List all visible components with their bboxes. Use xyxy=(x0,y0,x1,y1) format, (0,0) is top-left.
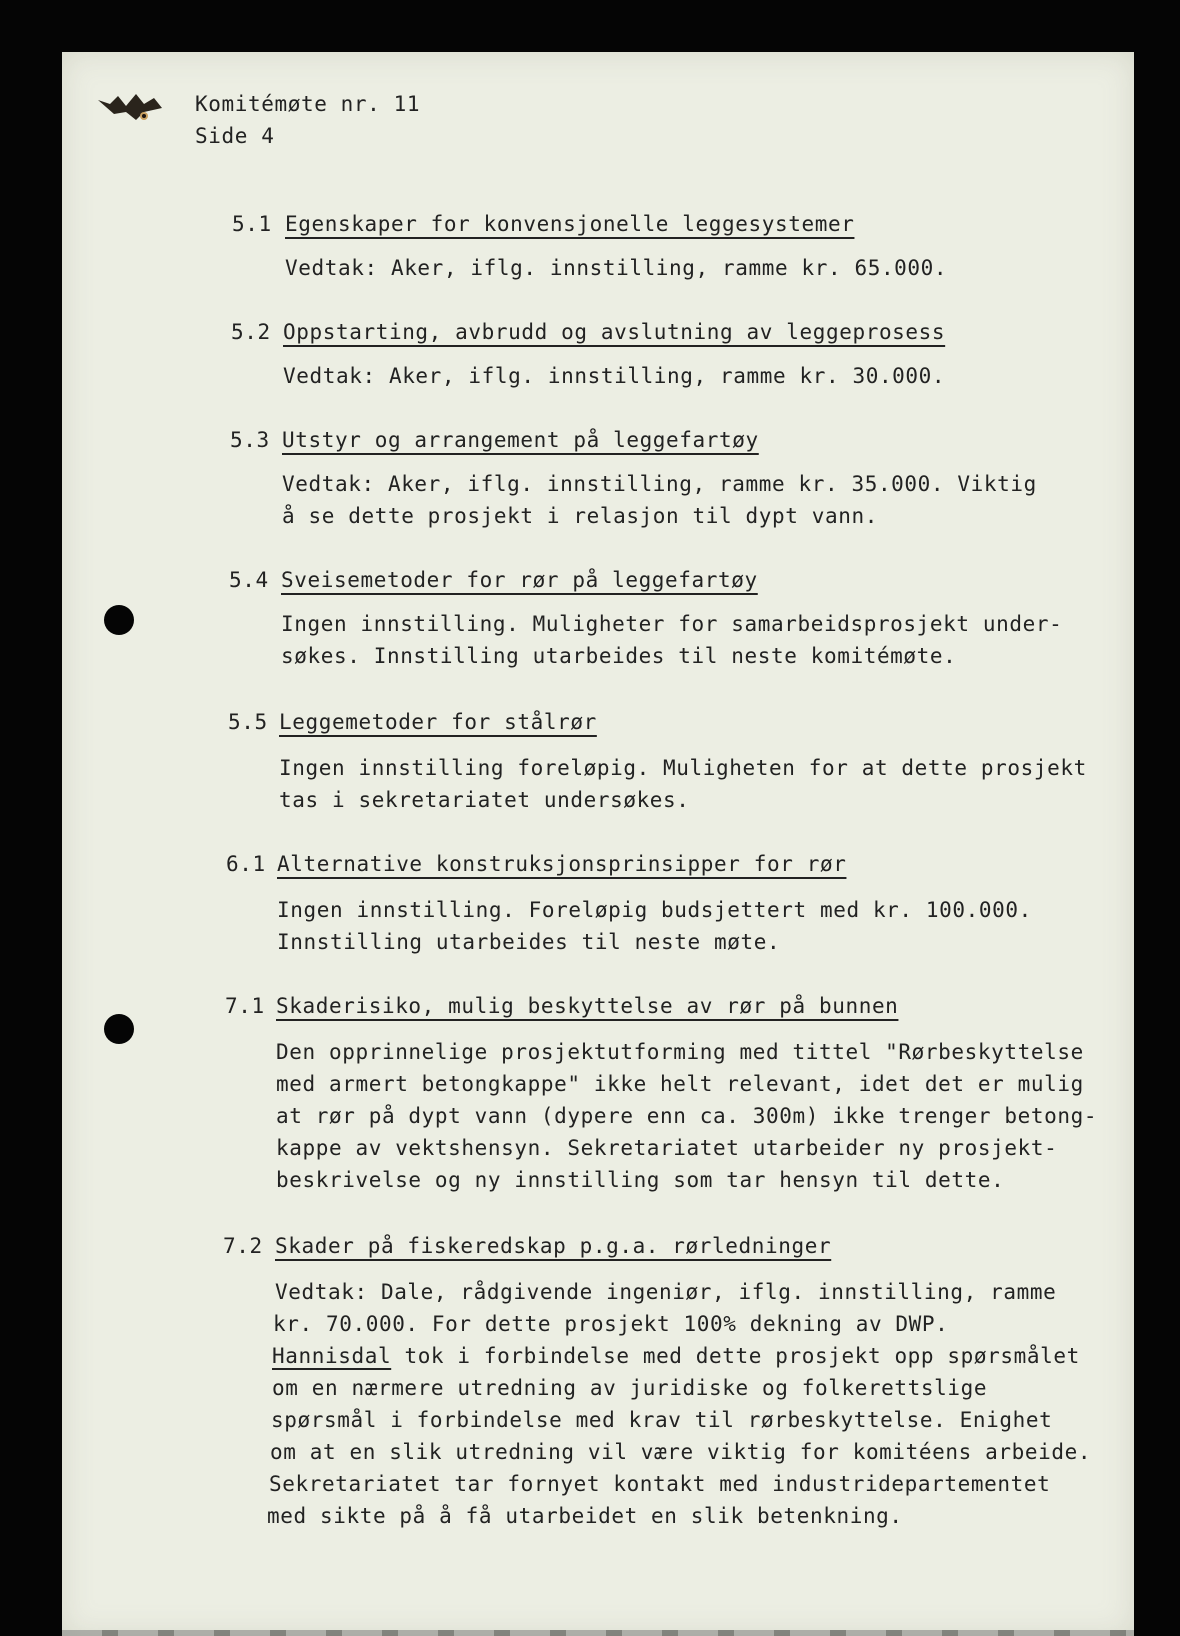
section-number: 5.3 xyxy=(230,428,270,452)
section-body-line: spørsmål i forbindelse med krav til rørbeskyttelse. Enighet xyxy=(271,1408,1053,1432)
section-number: 5.4 xyxy=(229,568,269,592)
section-body-line: med sikte på å få utarbeidet en slik betenkning. xyxy=(267,1504,903,1528)
header-meeting-number: Komitémøte nr. 11 xyxy=(195,92,421,116)
section-title: Utstyr og arrangement på leggefartøy xyxy=(282,428,759,452)
section-body-line: Vedtak: Aker, iflg. innstilling, ramme kr. 30.000. xyxy=(283,364,946,388)
section-body-line: søkes. Innstilling utarbeides til neste komitémøte. xyxy=(281,644,957,668)
section-body-line: Den opprinnelige prosjektutforming med tittel "Rørbeskyttelse xyxy=(276,1040,1084,1064)
section-number: 7.2 xyxy=(223,1234,263,1258)
section-title: Oppstarting, avbrudd og avslutning av leggeprosess xyxy=(283,320,946,344)
underlined-name: Hannisdal xyxy=(272,1344,392,1368)
section-body-line: Vedtak: Dale, rådgivende ingeniør, iflg. innstilling, ramme xyxy=(275,1280,1057,1304)
body-line-continuation: tok i forbindelse med dette prosjekt opp spørsmålet xyxy=(391,1344,1080,1368)
section-title: Egenskaper for konvensjonelle leggesystemer xyxy=(285,212,855,236)
section-body-line: at rør på dypt vann (dypere enn ca. 300m) ikke trenger betong- xyxy=(276,1104,1098,1128)
section-body-line xyxy=(272,1344,1080,1368)
section-title: Sveisemetoder for rør på leggefartøy xyxy=(281,568,758,592)
section-body-line: om en nærmere utredning av juridiske og folkerettslige xyxy=(272,1376,988,1400)
section-title: Skaderisiko, mulig beskyttelse av rør på bunnen xyxy=(276,994,899,1018)
section-body-line: Ingen innstilling. Muligheter for samarbeidsprosjekt under- xyxy=(281,612,1063,636)
section-body-line: kr. 70.000. For dette prosjekt 100% dekning av DWP. xyxy=(273,1312,949,1336)
section-number: 5.5 xyxy=(228,710,268,734)
section-number: 6.1 xyxy=(226,852,266,876)
section-body-line: med armert betongkappe" ikke helt relevant, idet det er mulig xyxy=(276,1072,1084,1096)
section-body-line: kappe av vektshensyn. Sekretariatet utarbeider ny prosjekt- xyxy=(276,1136,1058,1160)
header-page-number: Side 4 xyxy=(195,124,275,148)
section-body-line: om at en slik utredning vil være viktig for komitéens arbeide. xyxy=(270,1440,1092,1464)
section-title: Alternative konstruksjonsprinsipper for rør xyxy=(277,852,847,876)
section-body-line: Innstilling utarbeides til neste møte. xyxy=(277,930,781,954)
section-body-line: Ingen innstilling foreløpig. Muligheten for at dette prosjekt xyxy=(279,756,1087,780)
section-body-line: Sekretariatet tar fornyet kontakt med industridepartementet xyxy=(269,1472,1051,1496)
section-body-line: tas i sekretariatet undersøkes. xyxy=(279,788,690,812)
section-body-line: Vedtak: Aker, iflg. innstilling, ramme kr. 65.000. xyxy=(285,256,948,280)
section-body-line: beskrivelse og ny innstilling som tar hensyn til dette. xyxy=(276,1168,1005,1192)
section-title: Skader på fiskeredskap p.g.a. rørledninger xyxy=(275,1234,832,1258)
section-number: 7.1 xyxy=(225,994,265,1018)
section-body-line: å se dette prosjekt i relasjon til dypt vann. xyxy=(282,504,878,528)
section-number: 5.1 xyxy=(232,212,272,236)
section-body-line: Vedtak: Aker, iflg. innstilling, ramme kr. 35.000. Viktig xyxy=(282,472,1037,496)
section-body-line: Ingen innstilling. Foreløpig budsjettert med kr. 100.000. xyxy=(277,898,1032,922)
section-title: Leggemetoder for stålrør xyxy=(279,710,597,734)
section-number: 5.2 xyxy=(231,320,271,344)
